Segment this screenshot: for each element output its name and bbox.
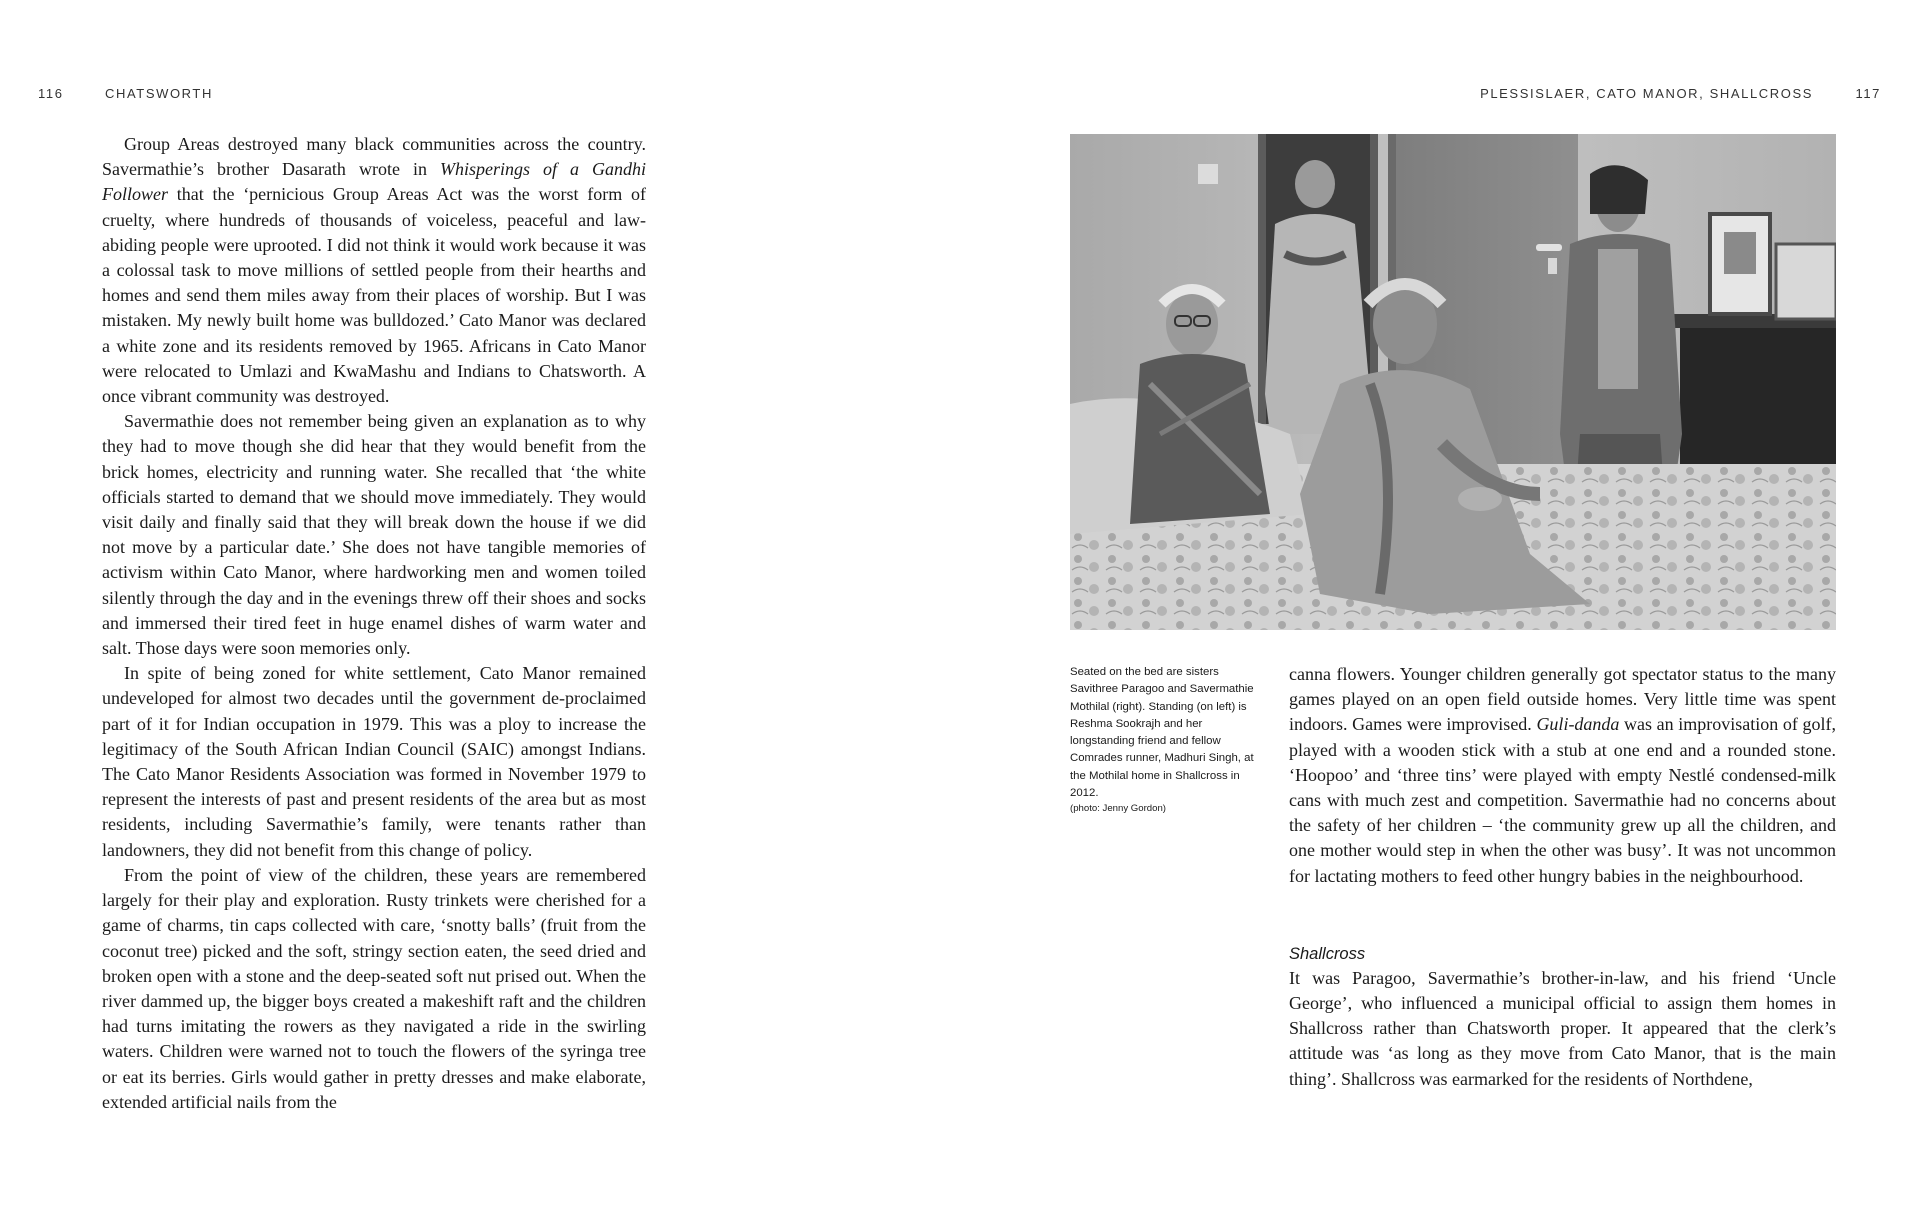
text-run: that the ‘pernicious Group Areas Act was the worst form of cruelty, where hundreds of thousands of voiceless, peaceful and law-abiding people were uprooted. I did not think it would work because it was a colossal task to move millions of settled people from their hearths and homes and send them miles away from their places of worship. But I was mistaken. My newly built home was bulldozed.’ Cato Manor was declared a white zone and its residents removed by 1965. Africans in Cato Manor were relocated to Umlazi and KwaMashu and Indians to Chatsworth. A once vibrant community was destroyed. bbox=[102, 184, 646, 407]
italic-text: Guli-danda bbox=[1536, 714, 1620, 735]
text-run: was an improvisation of golf, played with a wooden stick with a stub at one end and a rounded stone. ‘Hoopoo’ and ‘three tins’ were played with empty Nestlé condensed-milk cans with much zest and competition. Savermathie had no concerns about the safety of her children – ‘the community grew up all the children, and one mother would step in when the other was busy’. It was not uncommon for lactating mothers to feed other hungry babies in the neighbourhood. bbox=[1289, 714, 1837, 886]
body-paragraph bbox=[1289, 966, 1836, 1092]
left-page-number: 116 bbox=[38, 86, 64, 101]
left-running-title: CHATSWORTH bbox=[105, 86, 213, 101]
right-body-after-heading bbox=[1289, 966, 1836, 1092]
section-subheading: Shallcross bbox=[1289, 944, 1366, 963]
text-run: Group Areas destroyed many black communities across the country. Savermathie’s brother Dasarath wrote in bbox=[102, 134, 646, 180]
text-run: It was Paragoo, Savermathie’s brother-in-law, and his friend ‘Uncle George’, who influenced a municipal official to assign them homes in Shallcross rather than Chatsworth proper. It appeared that the clerk’s attitude was ‘as long as they move from Cato Manor, that is the main thing’. Shallcross was earmarked for the residents of Northdene, bbox=[1289, 967, 1836, 1089]
photo-caption bbox=[1070, 664, 1266, 816]
right-body-before-heading bbox=[1289, 662, 1836, 889]
photo-icon bbox=[1070, 134, 1836, 630]
right-running-title: PLESSISLAER, CATO MANOR, SHALLCROSS bbox=[1480, 86, 1813, 101]
italic-text: Whisperings of a Gandhi Follower bbox=[102, 159, 646, 205]
photograph bbox=[1070, 134, 1836, 630]
left-page-body bbox=[102, 132, 646, 1115]
body-paragraph bbox=[102, 863, 646, 1115]
caption-text: Seated on the bed are sisters Savithree Paragoo and Savermathie Mothilal (right). Standing (on left) is Reshma Sookrajh and her longstanding friend and fellow Comrades runner, Madhuri Singh, at the Mothilal home in Shallcross in 2012. bbox=[1070, 666, 1254, 800]
text-run: Savermathie does not remember being given an explanation as to why they had to move though she did hear that they would benefit from the brick homes, electricity and running water. She recalled that ‘the white officials started to demand that we should move immediately. They would visit daily and finally said that they will break down the house if we did not move by a particular date.’ She does not have tangible memories of activism within Cato Manor, where hardworking men and women toiled silently through the day and in the evenings threw off their shoes and socks and immersed their tired feet in huge enamel dishes of warm water and salt. Those days were soon memories only. bbox=[102, 411, 646, 659]
photo-credit: (photo: Jenny Gordon) bbox=[1070, 803, 1166, 815]
body-paragraph bbox=[102, 409, 646, 661]
text-run: From the point of view of the children, these years are remembered largely for their play and exploration. Rusty trinkets were cherished for a game of charms, tin caps collected with care, ‘snotty balls’ (fruit from the coconut tree) picked and the soft, stringy section eaten, the seed dried and broken open with a stone and the deep-seated soft nut prised out. When the river dammed up, the bigger boys created a makeshift raft and the children had turns imitating the rowers as they navigated a ride in the swirling waters. Children were warned not to touch the flowers of the syringa tree or eat its berries. Girls would gather in pretty dresses and make elaborate, extended artificial nails from the bbox=[102, 864, 646, 1112]
body-paragraph bbox=[102, 132, 646, 409]
text-run: In spite of being zoned for white settlement, Cato Manor remained undeveloped for almost two decades until the government de-proclaimed part of it for Indian occupation in 1979. This was a ploy to increase the legitimacy of the South African Indian Council (SAIC) amongst Indians. The Cato Manor Residents Association was formed in November 1979 to represent the interests of past and present residents of the area but as most residents, including Savermathie’s family, were tenants rather than landowners, they did not benefit from this change of policy. bbox=[102, 663, 646, 860]
right-page-body bbox=[1289, 662, 1836, 1092]
text-run: canna flowers. Younger children generally got spectator status to the many games played on an open field outside homes. Very little time was spent indoors. Games were improvised. bbox=[1289, 664, 1836, 735]
right-page-number: 117 bbox=[1855, 86, 1881, 101]
body-paragraph bbox=[102, 661, 646, 863]
body-paragraph bbox=[1289, 662, 1836, 889]
